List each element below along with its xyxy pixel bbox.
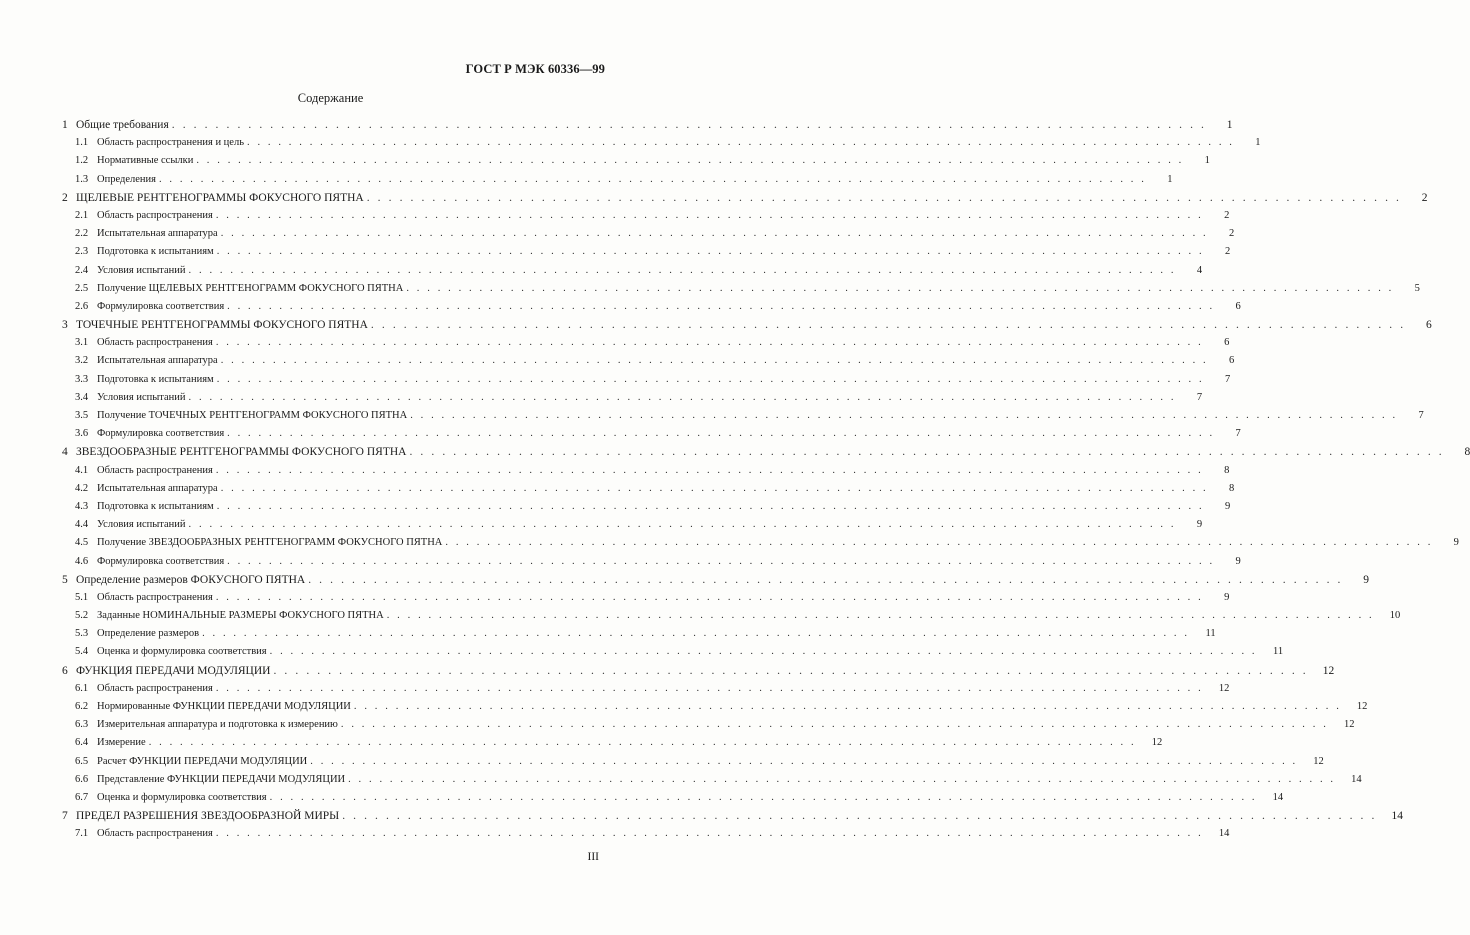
toc-entry-number: 1.3: [75, 173, 89, 185]
dot-leader: [348, 771, 1336, 789]
dot-leader: [367, 189, 1402, 207]
toc-entry-number: 5: [62, 573, 68, 586]
toc-entry-page: 12: [1356, 701, 1368, 712]
toc-entry-title: Область распространения: [97, 464, 213, 476]
toc-entry-page: 6: [1425, 319, 1432, 332]
toc-entry-page: 14: [1218, 828, 1230, 840]
dot-leader: [217, 498, 1205, 516]
toc-entry-number: 6.7: [75, 791, 89, 803]
toc-entry: [62, 189, 1428, 207]
toc-entry: [62, 734, 1163, 752]
toc-entry: [62, 571, 1369, 589]
toc-entry-title: ФУНКЦИЯ ПЕРЕДАЧИ МОДУЛЯЦИИ: [76, 664, 271, 677]
toc-entry: [62, 334, 1230, 352]
toc-entry-number: 4: [62, 446, 68, 459]
toc-entry-number: 3.4: [75, 391, 89, 403]
toc-entry-number: 1.1: [75, 137, 89, 149]
dot-leader: [221, 352, 1209, 370]
toc-entry-page: 6: [1235, 300, 1241, 312]
toc-entry: [62, 425, 1241, 443]
dot-leader: [189, 262, 1177, 280]
toc-title: Содержание: [297, 91, 364, 105]
toc-entry-title: Условия испытаний: [97, 519, 186, 531]
toc-entry-page: 10: [1389, 610, 1401, 622]
toc-entry-title: Область распространения: [97, 337, 213, 349]
toc-entry-page: 12: [1218, 682, 1230, 694]
toc-entry-title: Получение ЩЕЛЕВЫХ РЕНТГЕНОГРАММ ФОКУСНОГО ПЯТНА: [97, 282, 404, 294]
toc-entry: [62, 716, 1355, 734]
toc-entry-page: 9: [1224, 500, 1231, 512]
toc-entry-page: 6: [1224, 337, 1230, 349]
toc-entry-title: Формулировка соответствия: [97, 428, 225, 440]
dot-leader: [273, 662, 1308, 680]
toc-entry-title: Область распространения: [97, 209, 213, 221]
toc-entry-title: Условия испытаний: [97, 264, 186, 276]
toc-entry-title: Определение размеров: [97, 628, 200, 640]
toc-entry-title: Испытательная аппаратура: [97, 228, 218, 240]
toc-entry-title: Определения: [97, 173, 156, 185]
toc-entry-title: Область распространения: [97, 682, 213, 694]
toc-entry-title: Измерительная аппаратура и подготовка к измерению: [97, 719, 338, 731]
toc-entry-number: 3.6: [75, 428, 89, 440]
toc-entry-number: 2: [62, 191, 68, 204]
toc-entry-number: 5.4: [75, 646, 89, 658]
toc-entry: [62, 225, 1235, 243]
toc-entry: [62, 607, 1401, 625]
toc-entry-page: 12: [1151, 737, 1163, 749]
toc-entry-page: 9: [1196, 519, 1203, 531]
toc-entry-number: 3.5: [75, 410, 89, 421]
toc-entry-number: 2.5: [75, 282, 89, 294]
toc-entry-number: 6: [62, 664, 68, 677]
toc-entry-title: ЗВЕЗДООБРАЗНЫЕ РЕНТГЕНОГРАММЫ ФОКУСНОГО ПЯТНА: [76, 446, 407, 459]
toc-entry-title: Формулировка соответствия: [97, 300, 225, 312]
toc-entry-page: 11: [1273, 646, 1284, 658]
dot-leader: [216, 825, 1204, 843]
dot-leader: [221, 480, 1209, 498]
dot-leader: [196, 152, 1184, 170]
toc-entry: [62, 262, 1203, 280]
toc-entry-page: 7: [1196, 391, 1203, 403]
toc-entry-page: 5: [1414, 282, 1420, 294]
toc-entry-title: ПРЕДЕЛ РАЗРЕШЕНИЯ ЗВЕЗДООБРАЗНОЙ МИРЫ: [76, 810, 340, 823]
toc-entry: [62, 280, 1420, 298]
toc-entry-number: 3.2: [75, 355, 89, 367]
dot-leader: [217, 243, 1205, 261]
dot-leader: [159, 171, 1147, 189]
toc-entry-page: 8: [1224, 464, 1230, 476]
toc-entry-page: 12: [1313, 755, 1324, 767]
toc-entry: [62, 171, 1173, 189]
toc-entry-page: 7: [1418, 410, 1424, 421]
toc-entry: [62, 825, 1230, 843]
toc-entry-title: Получение ЗВЕЗДООБРАЗНЫХ РЕНТГЕНОГРАММ ФОКУСНОГО ПЯТНА: [97, 537, 443, 549]
table-of-contents: [62, 116, 1470, 844]
toc-entry: [62, 534, 1459, 552]
toc-entry-number: 4.3: [75, 500, 89, 512]
dot-leader: [202, 625, 1190, 643]
toc-entry-page: 12: [1343, 719, 1355, 731]
toc-entry-page: 1: [1226, 119, 1233, 131]
toc-entry-number: 7: [62, 810, 68, 823]
dot-leader: [310, 753, 1298, 771]
dot-leader: [217, 371, 1205, 389]
toc-entry-page: 14: [1351, 773, 1362, 785]
toc-entry-page: 2: [1224, 246, 1231, 258]
toc-entry-title: Условия испытаний: [97, 391, 186, 403]
toc-entry-number: 2.2: [75, 228, 89, 240]
toc-entry-page: 8: [1229, 482, 1235, 494]
toc-entry-number: 2.1: [75, 209, 89, 221]
toc-entry-title: Область распространения и цель: [97, 137, 244, 149]
toc-entry-page: 1: [1204, 155, 1210, 167]
toc-entry: [62, 462, 1230, 480]
toc-entry-title: Нормированные ФУНКЦИИ ПЕРЕДАЧИ МОДУЛЯЦИИ: [97, 701, 351, 712]
toc-entry: [62, 680, 1230, 698]
toc-entry: [62, 771, 1362, 789]
dot-leader: [342, 807, 1377, 825]
toc-entry: [62, 625, 1216, 643]
toc-entry-page: 9: [1224, 591, 1230, 603]
toc-entry-title: Заданные НОМИНАЛЬНЫЕ РАЗМЕРЫ ФОКУСНОГО ПЯТНА: [97, 610, 384, 622]
toc-entry-title: Оценка и формулировка соответствия: [97, 646, 267, 658]
dot-leader: [270, 789, 1258, 807]
dot-leader: [216, 334, 1204, 352]
dot-leader: [149, 734, 1137, 752]
toc-entry-page: 2: [1421, 191, 1428, 204]
toc-entry-number: 3.1: [75, 337, 89, 349]
dot-leader: [227, 425, 1215, 443]
dot-leader: [216, 589, 1204, 607]
toc-entry-page: 9: [1453, 537, 1459, 549]
toc-entry-page: 4: [1196, 264, 1203, 276]
toc-entry-number: 2.6: [75, 300, 89, 312]
dot-leader: [341, 716, 1329, 734]
toc-entry-title: ЩЕЛЕВЫЕ РЕНТГЕНОГРАММЫ ФОКУСНОГО ПЯТНА: [76, 191, 364, 204]
toc-entry-number: 1: [62, 119, 68, 131]
toc-entry-number: 4.6: [75, 555, 89, 567]
toc-entry-title: Оценка и формулировка соответствия: [97, 791, 267, 803]
toc-entry-page: 14: [1391, 810, 1403, 823]
toc-entry-number: 3.3: [75, 373, 89, 385]
dot-leader: [354, 698, 1342, 716]
toc-entry: [62, 807, 1403, 825]
dot-leader: [216, 207, 1204, 225]
dot-leader: [270, 643, 1258, 661]
toc-entry-number: 6.2: [75, 701, 89, 712]
dot-leader: [227, 298, 1215, 316]
toc-entry-number: 1.2: [75, 155, 89, 167]
toc-entry: [62, 352, 1235, 370]
toc-entry-title: Подготовка к испытаниям: [97, 373, 214, 385]
toc-entry-page: 11: [1205, 628, 1216, 640]
dot-leader: [445, 534, 1433, 552]
dot-leader: [216, 680, 1204, 698]
toc-entry: [62, 480, 1235, 498]
dot-leader: [308, 571, 1343, 589]
toc-entry: [62, 443, 1470, 461]
toc-entry-title: ТОЧЕЧНЫЕ РЕНТГЕНОГРАММЫ ФОКУСНОГО ПЯТНА: [76, 319, 368, 332]
toc-entry: [62, 298, 1241, 316]
toc-entry-number: 5.1: [75, 591, 89, 603]
dot-leader: [189, 516, 1177, 534]
toc-entry-page: 2: [1229, 228, 1235, 240]
dot-leader: [387, 607, 1375, 625]
toc-entry-number: 7.1: [75, 828, 89, 840]
toc-entry: [62, 498, 1231, 516]
toc-entry-number: 3: [62, 319, 68, 332]
toc-entry: [62, 589, 1230, 607]
toc-entry-title: Получение ТОЧЕЧНЫХ РЕНТГЕНОГРАММ ФОКУСНОГО ПЯТНА: [97, 410, 408, 421]
toc-entry-title: Подготовка к испытаниям: [97, 500, 214, 512]
toc-entry-title: Представление ФУНКЦИИ ПЕРЕДАЧИ МОДУЛЯЦИИ: [97, 773, 346, 785]
toc-entry-title: Подготовка к испытаниям: [97, 246, 214, 258]
dot-leader: [221, 225, 1209, 243]
toc-entry-title: Испытательная аппаратура: [97, 355, 218, 367]
toc-entry: [62, 553, 1241, 571]
document-code: ГОСТ Р МЭК 60336—99: [465, 62, 605, 76]
toc-entry: [62, 789, 1284, 807]
dot-leader: [227, 553, 1215, 571]
toc-entry-number: 6.1: [75, 682, 89, 694]
toc-entry: [62, 407, 1424, 425]
toc-entry: [62, 152, 1210, 170]
toc-entry-page: 2: [1224, 209, 1230, 221]
toc-entry: [62, 134, 1261, 152]
toc-entry-number: 6.4: [75, 737, 89, 749]
toc-entry-number: 6.6: [75, 773, 89, 785]
toc-entry-number: 2.4: [75, 264, 89, 276]
toc-entry-number: 4.5: [75, 537, 89, 549]
toc-entry-title: Расчет ФУНКЦИИ ПЕРЕДАЧИ МОДУЛЯЦИИ: [97, 755, 308, 767]
toc-entry: [62, 698, 1368, 716]
toc-entry: [62, 389, 1203, 407]
toc-entry: [62, 116, 1233, 134]
toc-entry-page: 8: [1464, 446, 1470, 459]
toc-entry-number: 6.3: [75, 719, 89, 731]
toc-entry-page: 7: [1235, 428, 1241, 440]
dot-leader: [410, 407, 1398, 425]
toc-entry-title: Испытательная аппаратура: [97, 482, 218, 494]
dot-leader: [172, 116, 1207, 134]
dot-leader: [216, 462, 1204, 480]
toc-entry-number: 5.2: [75, 610, 89, 622]
toc-entry: [62, 371, 1231, 389]
toc-entry-page: 6: [1229, 355, 1235, 367]
toc-entry: [62, 753, 1324, 771]
toc-entry-title: Область распространения: [97, 591, 213, 603]
toc-entry: [62, 316, 1432, 334]
toc-entry: [62, 662, 1335, 680]
toc-entry: [62, 207, 1230, 225]
toc-entry-page: 1: [1255, 137, 1261, 149]
toc-entry-title: Формулировка соответствия: [97, 555, 225, 567]
dot-leader: [406, 280, 1394, 298]
toc-entry-number: 4.2: [75, 482, 89, 494]
toc-entry-title: Определение размеров ФОКУСНОГО ПЯТНА: [76, 573, 306, 586]
toc-entry-title: Область распространения: [97, 828, 213, 840]
toc-entry-number: 4.1: [75, 464, 89, 476]
toc-entry: [62, 516, 1203, 534]
toc-entry-number: 5.3: [75, 628, 89, 640]
toc-entry-number: 2.3: [75, 246, 89, 258]
toc-entry-title: Измерение: [97, 737, 146, 749]
toc-entry-title: Общие требования: [76, 119, 169, 131]
page-number: III: [587, 851, 599, 863]
toc-entry: [62, 643, 1284, 661]
toc-entry-number: 4.4: [75, 519, 89, 531]
toc-entry-page: 1: [1167, 173, 1173, 185]
dot-leader: [247, 134, 1235, 152]
dot-leader: [409, 443, 1444, 461]
toc-entry-number: 6.5: [75, 755, 89, 767]
toc-entry-page: 7: [1224, 373, 1231, 385]
toc-entry-page: 9: [1235, 555, 1241, 567]
toc-entry-title: Нормативные ссылки: [97, 155, 194, 167]
dot-leader: [189, 389, 1177, 407]
toc-entry-page: 9: [1363, 573, 1369, 586]
toc-entry: [62, 243, 1231, 261]
dot-leader: [371, 316, 1406, 334]
toc-entry-page: 14: [1272, 791, 1284, 803]
toc-entry-page: 12: [1322, 664, 1335, 677]
